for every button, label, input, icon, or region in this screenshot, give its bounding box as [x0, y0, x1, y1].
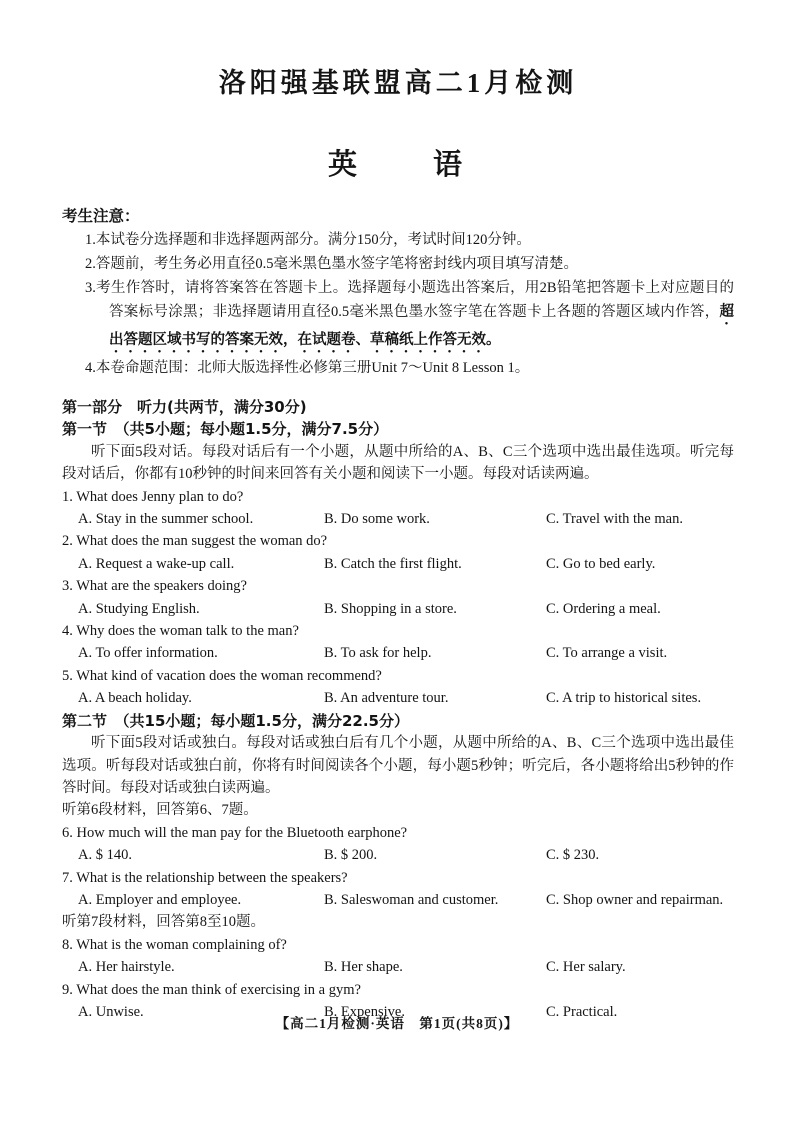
option-a: A. Her hairstyle. — [78, 959, 175, 976]
question-text: 2. What does the man suggest the woman do? — [62, 533, 328, 550]
option-a: A. Studying English. — [78, 600, 200, 617]
option-b: B. Shopping in a store. — [324, 600, 457, 617]
notice-item-3-normal: 3.考生作答时，请将答案答在答题卡上。选择题每小题选出答案后，用2B铅笔把答题卡上对应题目的答案标号涂黑；非选择题请用直径0.5毫米黑色墨水签字笔在答题卡上各题的答题区域内作答， — [85, 280, 734, 320]
option-b: B. Saleswoman and customer. — [324, 891, 499, 908]
question-options — [62, 956, 734, 978]
notice-item-4: 4.本卷命题范围：北师大版选择性必修第三册Unit 7～Unit 8 Lesson 1。 — [85, 360, 530, 376]
option-c: C. To arrange a visit. — [546, 645, 668, 662]
option-a: A. A beach holiday. — [78, 690, 192, 707]
option-c: C. A trip to historical sites. — [546, 690, 702, 707]
question-4 — [62, 620, 734, 665]
material-note-6: 听第6段材料，回答第6、7题。 — [62, 802, 258, 819]
material-note-7: 听第7段材料，回答第8至10题。 — [62, 914, 265, 931]
option-c: C. Ordering a meal. — [546, 600, 661, 617]
question-text: 9. What does the man think of exercising in a gym? — [62, 981, 361, 998]
option-c: C. Travel with the man. — [546, 511, 683, 528]
subject-title: 英 语 — [327, 147, 468, 181]
question-7 — [62, 867, 734, 912]
question-5 — [62, 665, 734, 710]
option-c: C. Shop owner and repairman. — [546, 891, 724, 908]
question-8 — [62, 934, 734, 979]
option-a: A. $ 140. — [78, 847, 132, 864]
question-options — [62, 889, 734, 911]
option-b: B. $ 200. — [324, 847, 378, 864]
exam-title: 洛阳强基联盟高二1月检测 — [218, 68, 578, 98]
question-3 — [62, 575, 734, 620]
question-2 — [62, 530, 734, 575]
question-text: 4. Why does the woman talk to the man? — [62, 623, 299, 640]
question-text: 5. What kind of vacation does the woman recommend? — [62, 667, 382, 684]
notice-item-3-emphasis: 超出答题区域书写的答案无效，在试题卷、草稿纸上作答无效。 — [109, 304, 734, 348]
option-a: A. Employer and employee. — [78, 891, 242, 908]
question-6 — [62, 822, 734, 867]
option-b: B. An adventure tour. — [324, 690, 449, 707]
option-c: C. Go to bed early. — [546, 555, 656, 572]
question-options — [62, 687, 734, 709]
option-a: A. Stay in the summer school. — [78, 511, 254, 528]
page-footer: 【高二1月检测·英语 第1页(共8页)】 — [275, 1016, 519, 1031]
option-b: B. Expensive. — [324, 1003, 405, 1020]
question-text: 7. What is the relationship between the speakers? — [62, 869, 348, 886]
notice-heading: 考生注意： — [62, 207, 140, 225]
notice-item-3 — [62, 276, 734, 356]
page-content — [62, 0, 734, 1023]
section2-heading: 第二节 （共15小题；每小题1.5分，满分22.5分） — [62, 711, 409, 730]
notice-section — [62, 204, 734, 380]
option-b: B. Catch the first flight. — [324, 555, 462, 572]
question-text: 1. What does Jenny plan to do? — [62, 488, 244, 505]
option-a: A. Request a wake-up call. — [78, 555, 235, 572]
notice-item-1: 1.本试卷分选择题和非选择题两部分。满分150分，考试时间120分钟。 — [85, 232, 531, 248]
question-text: 6. How much will the man pay for the Bluetooth earphone? — [62, 824, 408, 841]
question-options — [62, 598, 734, 620]
option-b: B. To ask for help. — [324, 645, 432, 662]
part1-heading: 第一部分 听力(共两节，满分30分) — [62, 398, 307, 416]
option-b: B. Her shape. — [324, 959, 403, 976]
question-options — [62, 642, 734, 664]
section1-intro: 听下面5段对话。每段对话后有一个小题，从题中所给的A、B、C三个选项中选出最佳选项。听完每段对话后，你都有10秒钟的时间来回答有关小题和阅读下一小题。每段对话读两遍。 — [62, 443, 734, 483]
option-c: C. Her salary. — [546, 959, 626, 976]
question-text: 8. What is the woman complaining of? — [62, 936, 287, 953]
option-a: A. Unwise. — [78, 1003, 144, 1020]
option-a: A. To offer information. — [78, 645, 218, 662]
option-c: C. Practical. — [546, 1003, 618, 1020]
section2-intro: 听下面5段对话或独白。每段对话或独白后有几个小题，从题中所给的A、B、C三个选项中选出最佳选项。听每段对话或独白前，你将有时间阅读各个小题，每小题5秒钟；听完后，各小题将给出5秒钟的作答时间。每段对话或独白读两遍。 — [62, 735, 734, 796]
question-options — [62, 844, 734, 866]
question-1 — [62, 486, 734, 531]
option-b: B. Do some work. — [324, 511, 430, 528]
question-text: 3. What are the speakers doing? — [62, 578, 247, 595]
question-options — [62, 508, 734, 530]
section1-heading: 第一节 （共5小题；每小题1.5分，满分7.5分） — [62, 420, 389, 439]
option-c: C. $ 230. — [546, 847, 600, 864]
question-options — [62, 553, 734, 575]
notice-item-2: 2.答题前，考生务必用直径0.5毫米黑色墨水签字笔将密封线内项目填写清楚。 — [85, 256, 578, 272]
